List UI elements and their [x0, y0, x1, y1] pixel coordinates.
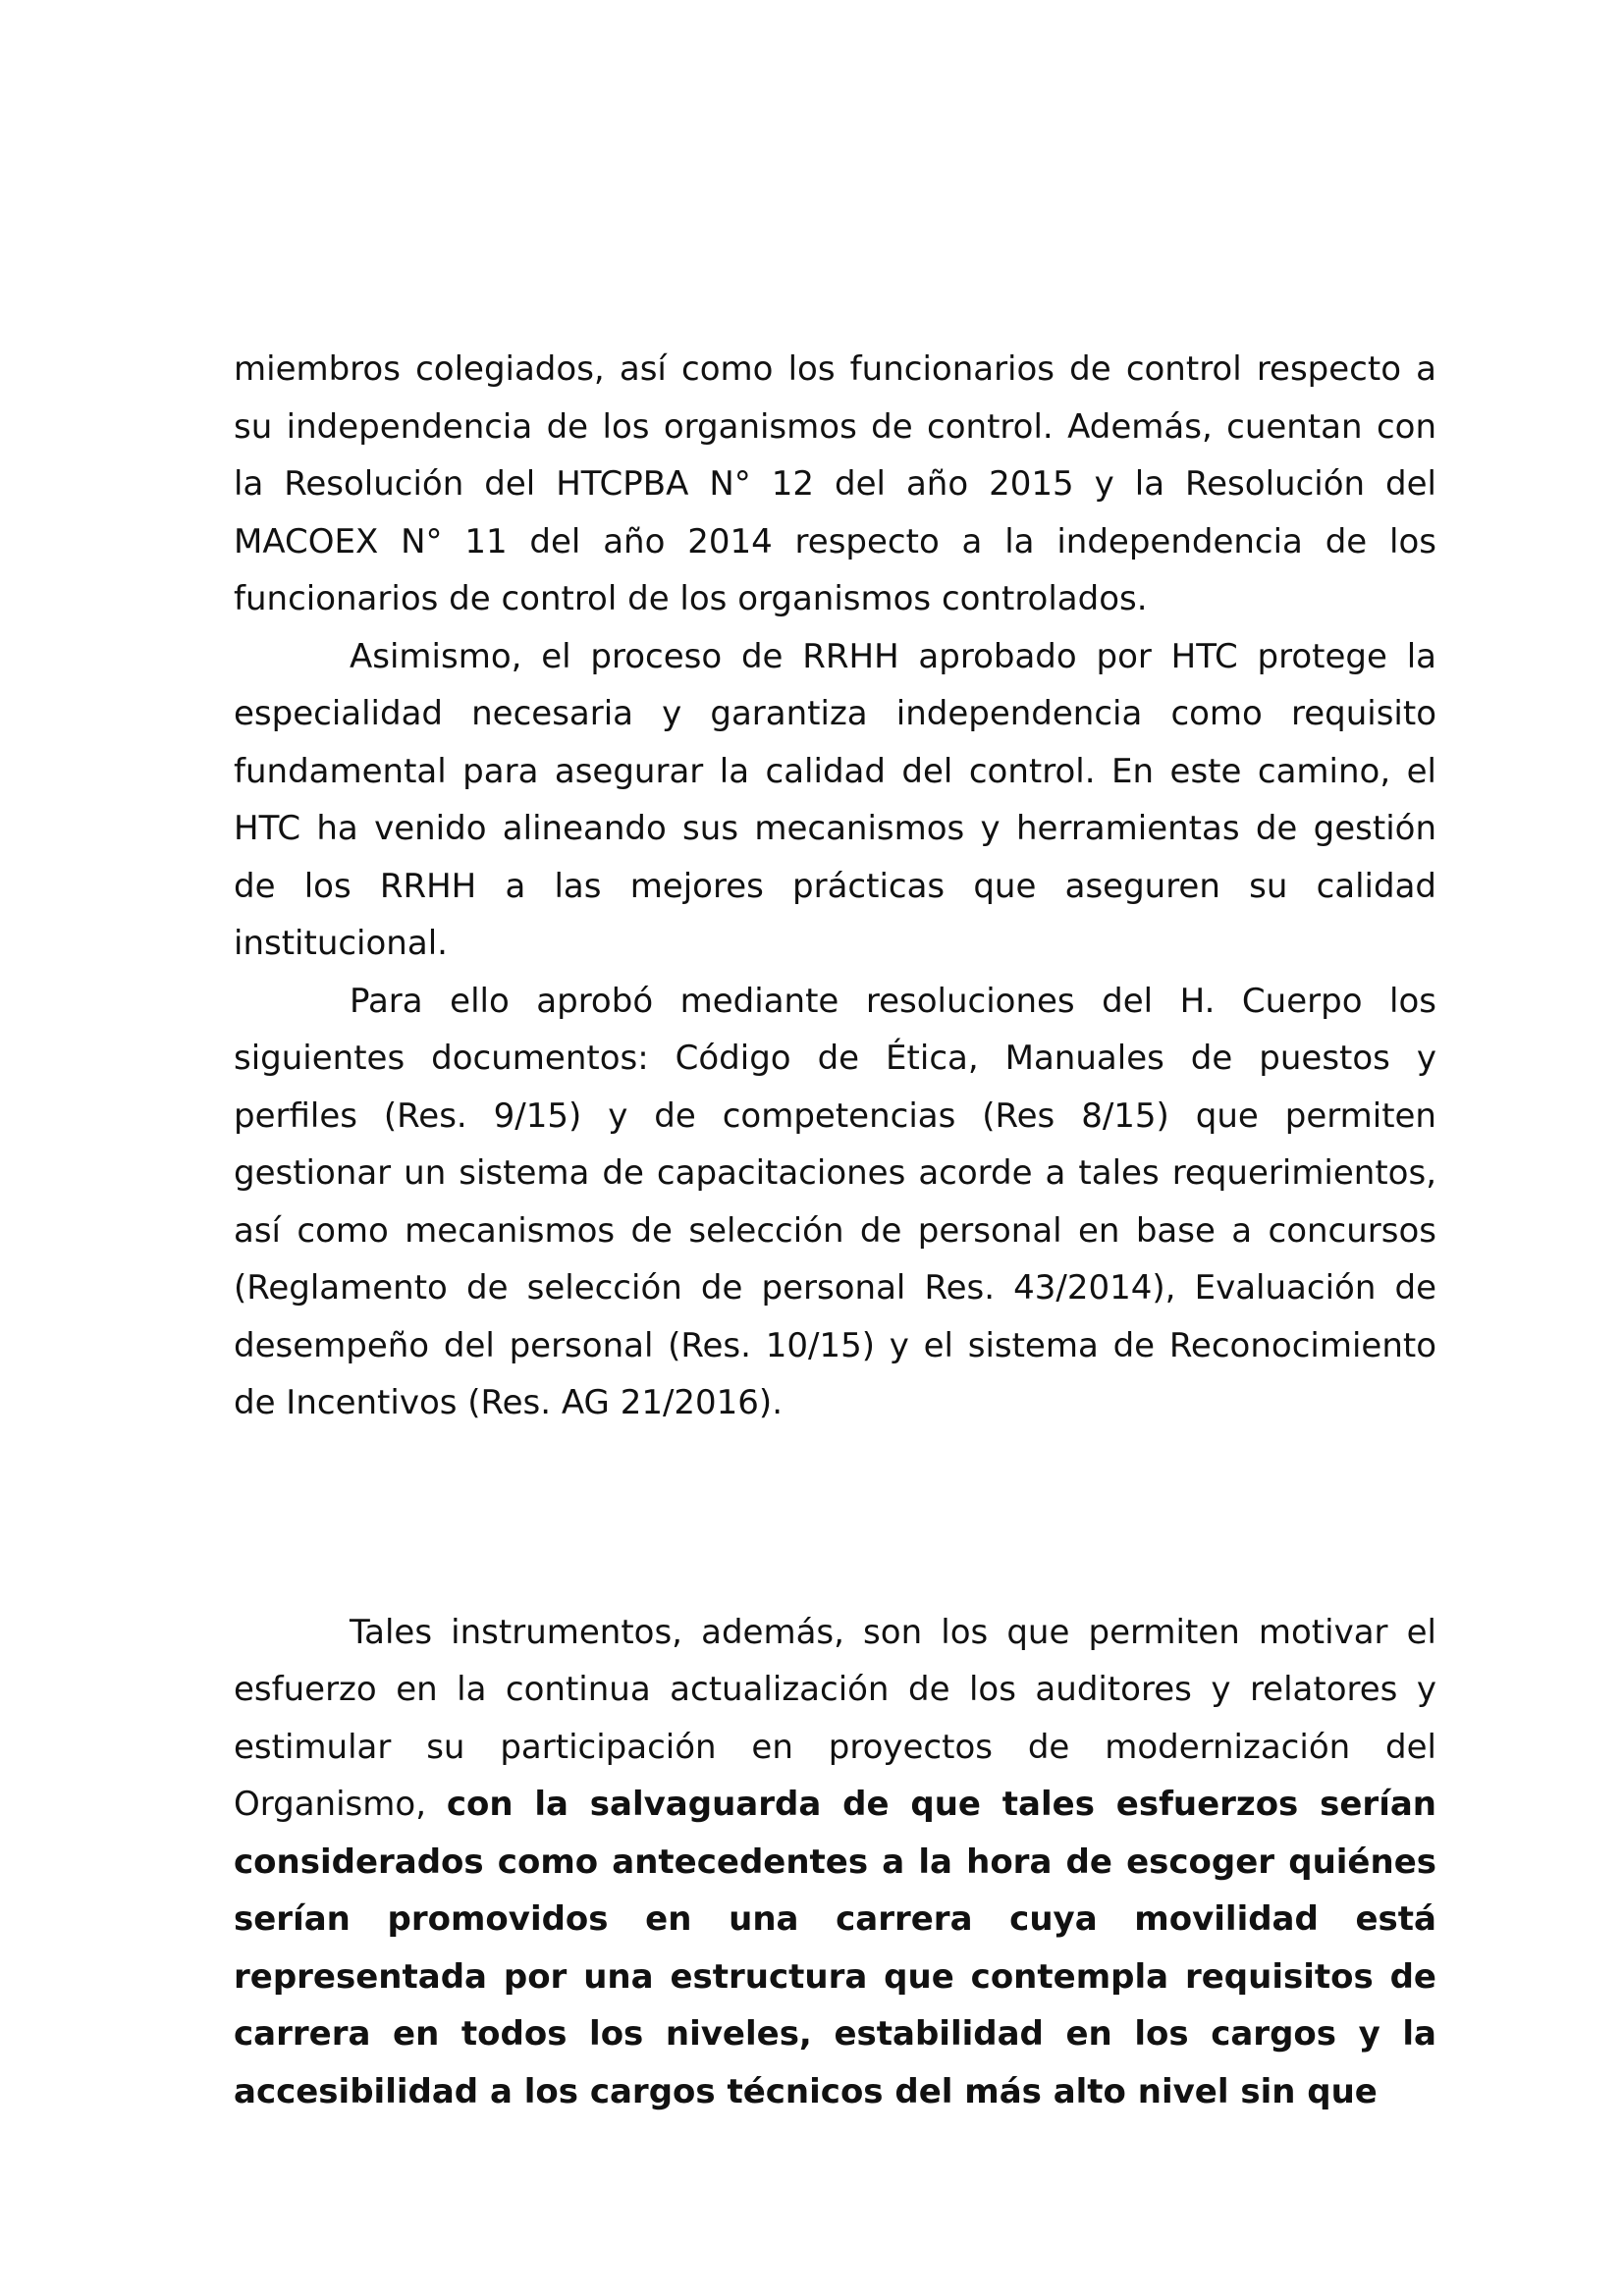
paragraph-resolutions: Para ello aprobó mediante resoluciones del H. Cuerpo los siguientes documentos: Código de Ética, Manuales de puestos y perfiles (Res. 9/15) y de competencias (Res 8/15) que permiten gestionar un sistema de capacitaciones acorde a tales requerimientos, así como mecanismos de selección de personal en base a concursos (Reglamento de selección de personal Res. 43/2014), Evaluación de desempeño del personal (Res. 10/15) y el sistema de Reconocimiento de Incentivos (Res. AG 21/2016).: [234, 981, 1436, 1422]
paragraph-spacer: [234, 1432, 1436, 1604]
paragraph-instruments-bold-text: con la salvaguarda de que tales esfuerzos serían considerados como antecedentes a la hora de escoger quiénes serían promovidos en una carrera cuya movilidad está representada por una estructura que contempla requisitos de carrera en todos los niveles, estabilidad en los cargos y la accesibilidad a los cargos técnicos del más alto nivel sin que: [234, 1785, 1436, 2111]
paragraph-rrhh-process: Asimismo, el proceso de RRHH aprobado por HTC protege la especialidad necesaria y garantiza independencia como requisito fundamental para asegurar la calidad del control. En este camino, el HTC ha venido alineando sus mecanismos y herramientas de gestión de los RRHH a las mejores prácticas que aseguren su calidad institucional.: [234, 636, 1436, 963]
paragraph-independence: miembros colegiados, así como los funcionarios de control respecto a su independencia de los organismos de control. Además, cuentan con la Resolución del HTCPBA N° 12 del año 2015 y la Resolución del MACOEX N° 11 del año 2014 respecto a la independencia de los funcionarios de control de los organismos controlados.: [234, 349, 1436, 618]
document-page: [234, 341, 1436, 2120]
paragraph-instruments: [234, 1604, 1436, 2121]
paragraph-instruments-regular-text: Tales instrumentos, además, son los que permiten motivar el esfuerzo en la continua actualización de los auditores y relatores y estimular su participación en proyectos de modernización del Organismo,: [234, 1612, 1436, 1824]
